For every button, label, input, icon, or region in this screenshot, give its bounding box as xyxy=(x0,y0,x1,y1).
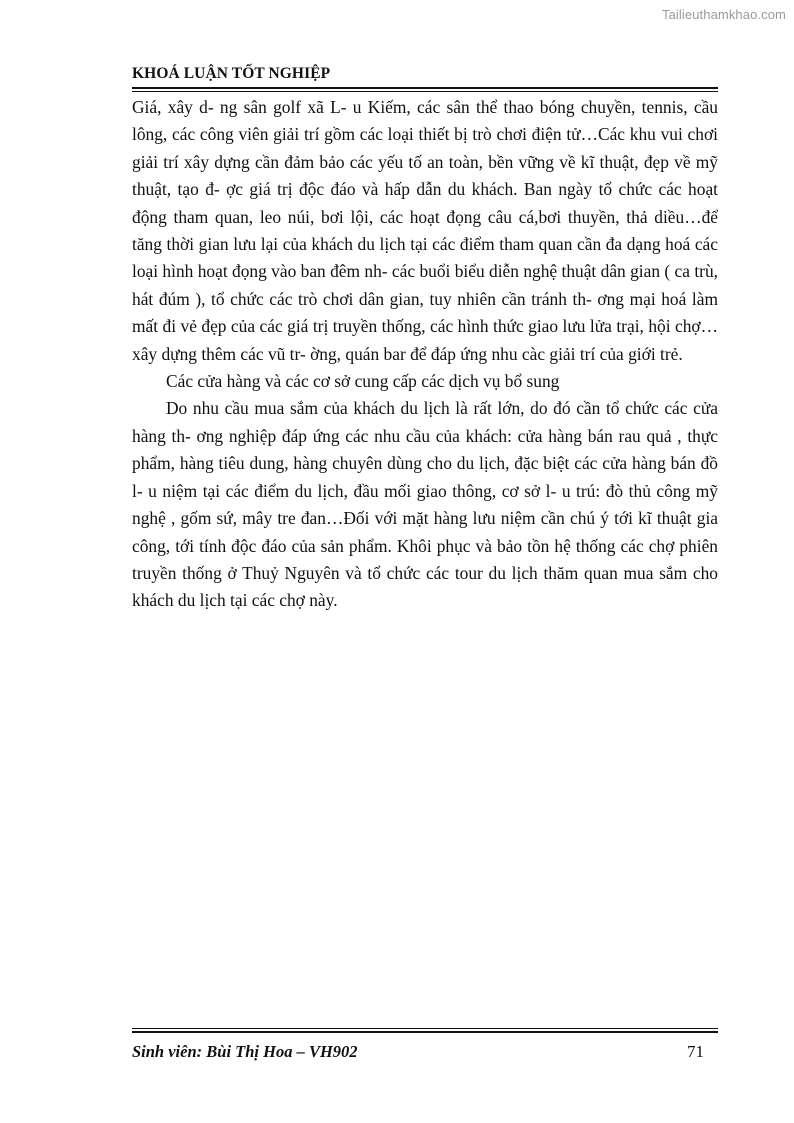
footer-rule-thin xyxy=(132,1028,718,1029)
page-number: 71 xyxy=(687,1042,704,1061)
header-rule-thin xyxy=(132,91,718,92)
footer-rule-thick xyxy=(132,1031,718,1033)
header-title: KHOÁ LUẬN TỐT NGHIỆP xyxy=(132,65,331,82)
document-body xyxy=(132,94,718,615)
page-header xyxy=(132,65,718,92)
page-footer xyxy=(132,1028,718,1062)
section-heading-shops: Các cửa hàng và các cơ sở cung cấp các dịch vụ bổ sung xyxy=(166,371,560,392)
header-rule-thick xyxy=(132,87,718,89)
paragraph-shopping: Do nhu cầu mua sắm của khách du lịch là rất lớn, do đó cần tổ chức các cửa hàng th- ơng nghiệp đáp ứng các nhu cầu của khách: cửa hàng bán rau quả , thực phẩm, hàng tiêu dung, hàng chuyên dùng cho du lịch, đặc biệt các cửa hàng bán đồ l- u niệm tại các điểm du lịch, đầu mối giao thông, cơ sở l- u trú: đò thủ công mỹ nghệ , gốm sứ, mây tre đan…Đối với mặt hàng lưu niệm cần chú ý tới kĩ thuật gia công, tới tính độc đáo của sản phẩm. Khôi phục và bảo tồn hệ thống các chợ phiên truyền thống ở Thuỷ Nguyên và tổ chức các tour du lịch thăm quan mua sắm cho khách du lịch tại các chợ này. xyxy=(132,398,718,611)
watermark-text: Tailieuthamkhao.com xyxy=(661,7,786,22)
footer-row xyxy=(132,1042,718,1062)
paragraph-continuation: Giá, xây d- ng sân golf xã L- u Kiếm, các sân thể thao bóng chuyền, tennis, cầu lông, các công viên giải trí gồm các loại thiết bị trò chơi điện tử…Các khu vui chơi giải trí xây dựng cần đảm bảo các yếu tố an toàn, bền vững về kĩ thuật, đẹp về mỹ thuật, tạo đ- ợc giá trị độc đáo và hấp dẫn du khách. Ban ngày tổ chức các hoạt động tham quan, leo núi, bơi lội, các hoạt đọng câu cá,bơi thuyền, thả diều…để tăng thời gian lưu lại của khách du lịch tại các điểm tham quan cần đa dạng hoá các loại hình hoạt đọng vào ban đêm nh- các buổi biểu diễn nghệ thuật dân gian ( ca trù, hát đúm ), tổ chức các trò chơi dân gian, tuy nhiên cần tránh th- ơng mại hoá làm mất đi vẻ đẹp của các giá trị truyền thống, các hình thức giao lưu lửa trại, hội chợ…xây dựng thêm các vũ tr- ờng, quán bar để đáp ứng nhu càc giải trí của giới trẻ. xyxy=(132,97,718,364)
footer-author: Sinh viên: Bùi Thị Hoa – VH902 xyxy=(132,1042,358,1061)
